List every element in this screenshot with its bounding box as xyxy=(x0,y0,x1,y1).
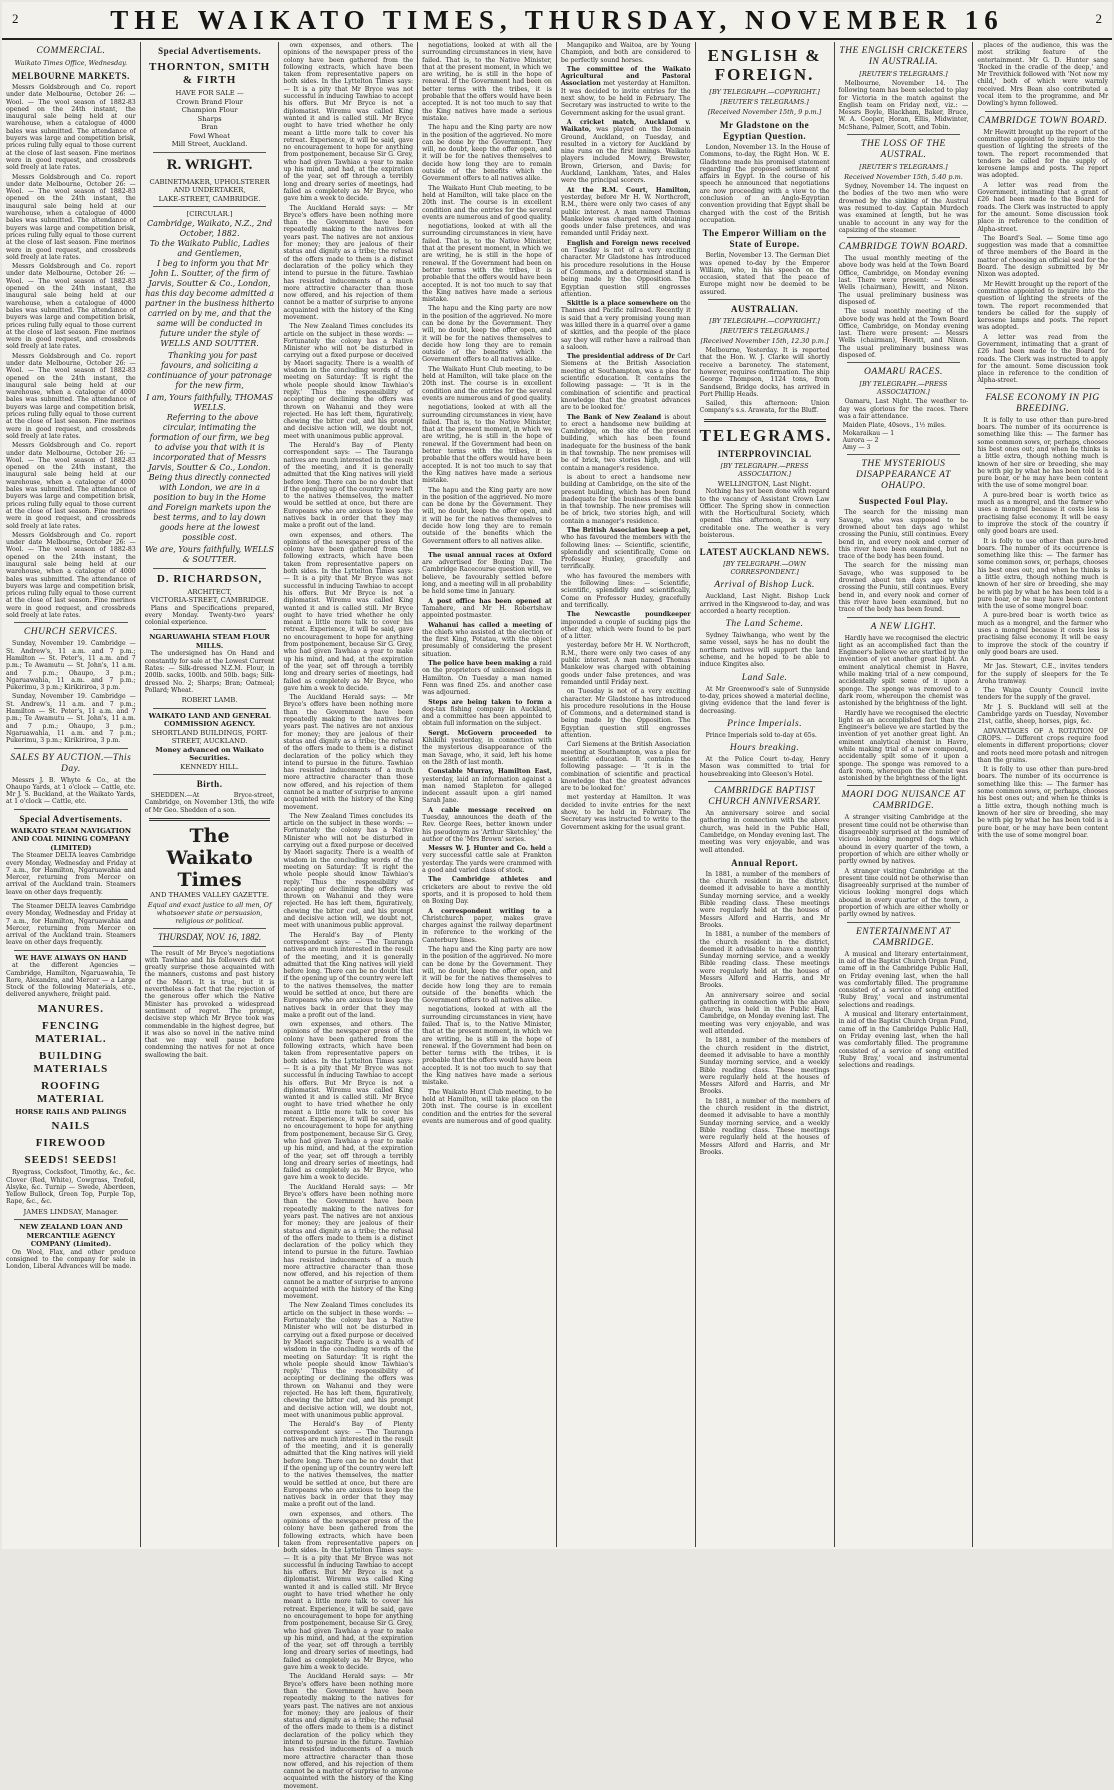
article-text: The hapu and the King party are now in the position of the aggrieved. No more can be done by the Government. They will, no doubt, keep the offer open, and it will be for the natives themselves to decide how long they are to remain outside of the benefits which the Government offers to all natives alike. xyxy=(422,486,552,545)
seal-text: The Board's Seal. — Some time ago suggestion was made that a committee of three members of the Board in the matter of choosing an official seal for the Board. The design submitted by Mr Nixon was adopted. xyxy=(977,234,1109,279)
auckland-heading: LATEST AUCKLAND NEWS. xyxy=(699,547,830,558)
divider xyxy=(14,809,128,810)
firewood-heading: FIREWOOD xyxy=(35,1137,107,1150)
race-result: Aurora — 2 xyxy=(842,436,879,444)
newcastle-text: impounded a couple of sucking pigs the other day, which were found to be part of a litter. xyxy=(560,618,691,641)
oamaru-text: Oamaru, Last Night. The weather to-day was glorious for the races. There was a fair attendance. xyxy=(838,398,969,420)
maori-text: A stranger visiting Cambridge at the present time could not be otherwise than disagreeably surprised at the number of vicious looking mongrel dogs which abound in every quarter of the town, a proportion of which are either wholly or partly owned by natives. xyxy=(838,814,969,866)
nz-loan-text: On Wool, Flax, and other produce consigned to the company for sale in London, Liberal Advances will be made. xyxy=(6,1248,136,1271)
paper-date: THURSDAY, NOV. 16, 1882. xyxy=(157,931,262,942)
bishop-text: Auckland, Last Night. Bishop Luck arrived in the Kingswood to-day, and was accorded a hearty reception. xyxy=(699,593,830,615)
article-text: negotiations, looked at with all the surrounding circumstances in view, have failed. That is, to the Native Minister, that at the present moment, in which we are writing, he is still in the hope of renewal. If the Government had been on better terms with the tribes, it is probable that the offers would have been accepted. It is not too much to say that the King natives have made a serious mistake. xyxy=(422,223,552,304)
board-text-2: The usual monthly meeting of the above body was held at the Town Board Office, Cambridge, on Monday evening last. There were present: — Messrs Wells (chairman), Hewitt, and Nixon. The usual preliminary business was disposed of. xyxy=(838,308,969,360)
auckland-own-line: [BY TELEGRAPH.—OWN CORRESPONDENT.] xyxy=(723,560,806,577)
waikato-land-sub: SHORTLAND BUILDINGS, FORT-STREET, AUCKLAND. xyxy=(151,728,268,746)
interprovincial-heading: INTERPROVINCIAL xyxy=(717,448,812,459)
masthead-title: THE WAIKATO TIMES, THURSDAY, NOVEMBER 16 xyxy=(110,4,1004,35)
races-heading: The usual annual races at Oxford xyxy=(428,551,552,559)
article-text: yesterday, before Mr H. W. Northcroft, R.M., there were only two cases of any public interest. A man named Thomas Mankelow was charged with obtaining goods under false pretences, and was remanded until Friday next. xyxy=(560,642,691,686)
prince-text: Prince Imperials sold to-day at 65s. xyxy=(705,731,817,739)
newcastle-heading: The Newcastle poundkeeper xyxy=(566,611,691,619)
divider xyxy=(153,568,267,569)
oamaru-heading: OAMARU RACES. xyxy=(864,367,943,378)
land-heading: The Land Scheme. xyxy=(725,619,804,630)
divider xyxy=(847,237,961,238)
column-6 xyxy=(696,42,835,1547)
false-economy-text: It is folly to use other than pure-bred boars. The number of its occurrence is something like this: — The farmer has some common sows, or, perhaps, chooses his best ones out; and when he thinks is a little extra, though nothing much is known of her sire or breeding, she may be with pig by what he has been told is a pure boar, or he may have been content with the use of some mongrel boar. xyxy=(977,416,1109,490)
agric-text: met yesterday at Hamilton. It was decided to invite entries for the next show, to be held in February. The Secretary was instructed to write to the Government asking for the usual grant. xyxy=(560,80,691,117)
divider xyxy=(847,454,961,455)
article-text: Carl Siemens at the British Association meeting at Southampton, was a plea for scientific education. It contains the following passage: — 'It is in the combination of scientific and practical knowledge that the greatest advances are to be looked for.' xyxy=(560,741,691,793)
cable-text: Tuesday, announces the death of the Rev. George Rees, better known under his pseudonym as 'Arthur Sketchley,' the author of the 'Mrs Brown' series. xyxy=(422,813,552,843)
notice: ADVANTAGES OF A ROTATION OF CROPS. — Different crops require food elements in different proportions; clover and roots need more potash and nitrogen than the grains. xyxy=(977,727,1109,764)
divider xyxy=(847,362,961,363)
ngaru-text: The undersigned has On Hand and constantly for sale at the Lowest Current Rates: — Silk-dressed N.Z.M. Flour, in 200lb. sacks, 100lb. and 50lb. bags; Silk-dressed No. 2; Sharps; Bran; Oatmeal; Pollard; Wheat. xyxy=(144,650,275,694)
cambridge-text: cricketers are about to revive the old sports, and it is proposed to hold them on Boxing Day. xyxy=(422,883,552,906)
light-text: Hardly have we recognised the electric light as an accomplished fact than the Engineer's believe we are startled by the invention of yet another great light. An eminent analytical chemist in Havre, while making trial of a new compound, accidentally spilt some of it upon a sponge. The sponge was removed to a dark room, whereupon the chemist was astonished by the brightness of the light. xyxy=(838,634,969,708)
divider xyxy=(847,134,961,135)
land-sale-text: At Mr Greenwood's sale of Sunnyside to-day, prices showed a material decline, giving evidence that the land fever is decreasing. xyxy=(699,685,830,715)
races-text: are advertised for Boxing Day. The Cambridge Racecourse question will, we believe, be favourably settled before long, and a meeting will in all probability be held some time in January. xyxy=(422,559,552,596)
divider xyxy=(708,781,822,782)
maori-heading: MAORI DOG NUISANCE AT CAMBRIDGE. xyxy=(841,790,966,812)
kennedy-sign: KENNEDY HILL. xyxy=(180,762,239,771)
roofing-heading: ROOFING MATERIAL xyxy=(37,1079,105,1105)
divider xyxy=(847,617,961,618)
received-line: [Received November 15th, 9 p.m.] xyxy=(707,108,822,116)
column-7 xyxy=(835,42,974,1547)
race-result: Amy — 3 xyxy=(842,444,871,452)
horse-heading: HORSE RAILS AND PALINGS xyxy=(15,1107,127,1116)
annual-text: In 1881, a number of the members of the church resident in the district, deemed it advisable to have a monthly Sunday morning service, and a weekly Bible reading class. These meetings were regularly held at the houses of Messrs Alford and Harris, and Mr Brooks. xyxy=(699,870,830,929)
birth-text: SHEDDEN.—At Bryce-street, Cambridge, on November 13th, the wife of Mr Geo. Shedden of a son. xyxy=(144,792,275,814)
markets-text-5: Messrs Goldsbrough and Co. report under date Melbourne, October 26: — Wool. — The wool season of 1882-83 opened on the 24th instant, the inaugural sale being held at our warehouse, when a catalogue of 4000 bales was submitted. The attendance of buyers was large and competition brisk, prices ruling fully equal to those current at the close of last season. Fine merinos were in good request, and crossbreds sold freely at late rates. xyxy=(6,442,136,530)
markets-text-4: Messrs Goldsbrough and Co. report under date Melbourne, October 26: — Wool. — The wool season of 1882-83 opened on the 24th instant, the inaugural sale being held at our warehouse, when a catalogue of 4000 bales was submitted. The attendance of buyers was large and competition brisk, prices ruling fully equal to those current at the close of last season. Fine merinos were in good request, and crossbreds sold freely at late rates. xyxy=(6,352,136,440)
cricketers-text: Melbourne, November 14. The following team has been selected to play for Victoria in the match against the English team on Friday next, viz.: — Messrs Boyle, Blackham, Baker, Bruce, W. A. Cooper, Horan, Ellis, Midwinter, McShane, Palmer, Scott, and Tobin. xyxy=(838,80,969,131)
leader-text: The result of Mr Bryce's negotiations with Tawhiao and his followers did not greatly surprise those acquainted with the manners, customs and past history of the Maori. It is true, but it is nevertheless a fact that the rejection of the generous offer which the Native Minister has provoked a widespread sentiment of regret. The prompt, decisive step which Mr Bryce took was commendable in the highest degree, but it was also so novel in the native mind that we may well pause before condemning the natives for not at once swallowing the bait. xyxy=(144,949,275,1059)
copyright-line: [BY TELEGRAPH.—COPYRIGHT.] xyxy=(709,88,820,96)
divider xyxy=(14,950,128,951)
cable-heading: A cable message received on xyxy=(428,806,552,814)
hunter-text: a very successful cattle sale at Frankton yesterday. The yards were crammed with a good and varied class of stock. xyxy=(422,845,552,875)
steps-heading: Steps are being taken to form a xyxy=(428,698,552,706)
cambridge-heading: The Cambridge athletes and xyxy=(428,876,552,884)
page-number-right: 2 xyxy=(1095,11,1102,26)
divider xyxy=(14,622,128,623)
false-economy-text-2: A pure-bred boar is worth twice as much as a mongrel, and the farmer who uses a mongrel because it costs less is practising false economy. It will be easy to improve the stock of the country if only good boars are used. xyxy=(977,491,1109,536)
divider xyxy=(153,946,267,947)
bank-text: is about to erect a handsome new building at Cambridge, on the site of the present building, which has been found inadequate for the business of the bank in that township. The new premises will be of brick, two stories high, and will contain a manager's residence. xyxy=(560,413,691,472)
board2-heading: CAMBRIDGE TOWN BOARD. xyxy=(978,115,1108,126)
steam-text: The Steamer DELTA leaves Cambridge every Monday, Wednesday and Friday at 7 a.m., for Hamilton, Ngaruawahia and Mercer, returning from Mercer on arrival of the Auckland train. Steamers leave on other days frequently. xyxy=(6,852,136,896)
austral-text: Sydney, November 14. The inquest on the bodies of the two men who were drowned by the sinking of the Austral was resumed to-day. Captain Murdoch was examined at length, but he was unable to account in any way for the capsizing of the steamer. xyxy=(838,183,969,234)
divider xyxy=(847,922,961,923)
column-8 xyxy=(973,42,1112,1547)
article-text: Mangapiko and Waitoa, are by Young Champion, and both are considered to be perfectly sound horses. xyxy=(560,42,691,64)
column-4 xyxy=(418,42,557,1547)
wahanui-heading: Wahanui has called a meeting of xyxy=(428,621,552,629)
wahanui-text: the chiefs who assisted at the election of the first King, Potatau, with the object presumably of considering the present situation. xyxy=(422,628,552,658)
circular-place: Cambridge, Waikato, N.Z., 2nd October, 1882. xyxy=(147,218,273,238)
board2-text-4: A letter was read from the Government, intimating that a grant of £26 had been made to the Board for roads. The Clerk was instructed to apply for the amount. Some discussion took place in reference to the condition of Alpha-street. xyxy=(977,333,1109,385)
paper-motto: Equal and exact justice to all men, Of whatsoever state or persuasion, religious or political. xyxy=(147,900,272,925)
office-line: Waikato Times Office, Wednesday. xyxy=(14,59,128,67)
article-text: The Auckland Herald says: — Mr Bryce's offers have been nothing more than the Government have been repeatedly making to the natives for years past. The natives are not anxious for money; they are jealous of their status and dignity as a tribe; the refusal of the offers made to them is a distinct declaration of the policy which they intend to pursue in the future. Tawhiao has resisted inducements of a much more attractive character than those now offered, and his rejection of them cannot be a matter of surprise to anyone acquainted with the history of the King movement. xyxy=(283,694,414,811)
steps-text: dog-tax fishing company in Auckland, and a committee has been appointed to obtain full information on the subject. xyxy=(422,705,552,728)
correspondent-heading: A correspondent writing to a xyxy=(428,907,552,915)
page-number-left: 2 xyxy=(12,11,19,26)
thornton-item: Fowl Wheat xyxy=(189,131,230,140)
markets-text-6: Messrs Goldsbrough and Co. report under date Melbourne, October 26: — Wool. — The wool season of 1882-83 opened on the 24th instant, the inaugural sale being held at our warehouse, when a catalogue of 4000 bales was submitted. The attendance of buyers was large and competition brisk, prices ruling fully equal to those current at the close of last season. Fine merinos were in good request, and crossbreds sold freely at late rates. xyxy=(6,531,136,620)
tablet-text-2: who has favoured the members with the following lines: — Scientific, scientific, splendidly and scientifically, Come on Professor Huxley, gracefully and terrifically. xyxy=(560,572,691,609)
board-heading: CAMBRIDGE TOWN BOARD. xyxy=(838,242,969,253)
constable-text: yesterday, laid an information against a man named Stapleton for alleged indecent assault upon a girl named Sarah Jane. xyxy=(422,775,552,805)
cricket-text: was played on the Domain Ground, Auckland, on Tuesday, and resulted in a victory for Auckland by nine runs on the first innings. Waikato players included Mowry, Brewster, Brown, Grierson, and Davis; for Auckland, Lankham, Yates, and Hales were the principal scorers. xyxy=(560,126,691,185)
fencing-heading: FENCING MATERIAL. xyxy=(35,1019,107,1045)
bank-heading: The Bank of New Zealand xyxy=(566,413,662,421)
church-heading: CHURCH SERVICES. xyxy=(23,627,118,638)
sergt-text: Kihikihi yesterday, in connection with the mysterious disappearance of the man Savage, who, it said, left his home on the 28th of last month. xyxy=(422,737,552,766)
mysterious-text-2: The search for the missing man Savage, who was supposed to be drowned about ten days ago whilst crossing the Puniu, still continues. Every bend in, and every nook and corner of this river have been examined, but no trace of the body has been found. xyxy=(838,562,969,614)
tablet-text: who has favoured the members with the following lines: — Scientific, scientific, splendidly and scientifically, Come on Professor Huxley, gracefully and terrifically. xyxy=(560,534,691,571)
lamb-sign: ROBERT LAMB. xyxy=(181,696,238,705)
emperor-text: Berlin, November 13. The German Diet was opened to-day by the Emperor William, who, in his speech on the occasion, stated that the peace of Europe might now be deemed to be assured. xyxy=(699,252,830,296)
article-text: The Herald's Bay of Plenty correspondent says: — The Tauranga natives are much interested in the result of the meeting, and it is generally admitted that the King natives will yield before long. There can be no doubt that if the opening up of the country were left to the natives themselves, the matter would be settled at once, but there are Europeans who are anxious to keep the natives back in order that they may make a profit out of the land. xyxy=(283,1421,414,1509)
austral-received: Received November 15th, 5.40 p.m. xyxy=(844,173,963,182)
special-heading: Special Advertisements. xyxy=(158,46,262,56)
article-text: The New Zealand Times concludes its article on the subject in these words: — Fortunately the colony has a Native Minister who will not be disturbed in carrying out a fixed purpose or deceived by Maori sagacity. There is a wealth of wisdom in the concluding words of the meeting on Saturday: 'It is right the whole people should know Tawhiao's reply.' Thus the responsibility of accepting or declining the offers was thrown on Wahanui and they were rejected. He has left them, figuratively, chewing the bitter cud, and his prompt and decisive action will, we doubt not, meet with unanimous public approval. xyxy=(283,323,414,440)
cricketers-reuters: [REUTER'S TELEGRAMS.] xyxy=(859,70,948,78)
sales-text: Messrs J. B. Whyte & Co., at the Ohaupo Yards, at 1 o'clock — Cattle, etc. Mr J. S. Buckland, at the Waikato Yards, at 1 o'clock — Cattle, etc. xyxy=(6,776,136,806)
notice: The Waipa County Council invite tenders for the supply of the gravel. xyxy=(977,687,1109,702)
notice: Mr Jas. Stewart, C.E., invites tenders for the supply of sleepers for the Te Aroha tramway. xyxy=(977,663,1109,685)
circular2-sign: We are, Yours faithfully, WELLS & SOUTTER. xyxy=(145,544,275,564)
wellington-line: WELLINGTON, Last Night. xyxy=(717,479,812,488)
aus-received: [Received November 15th, 12.30 p.m.] xyxy=(700,337,829,346)
bishop-heading: Arrival of Bishop Luck. xyxy=(714,580,815,591)
column-2 xyxy=(141,42,280,1547)
newspaper-page xyxy=(2,2,1112,1790)
thornton-address: Mill Street, Auckland. xyxy=(171,140,248,148)
mysterious-heading: THE MYSTERIOUS DISAPPEARANCE AT OHAUPO. xyxy=(856,459,951,492)
agric-heading: The committee of the Waikato Agricultural and Pastoral Association xyxy=(560,65,691,88)
race-result: Mokaraikau — 1 xyxy=(842,429,895,437)
birth-heading: Birth. xyxy=(196,779,223,790)
circular-thanks: Thanking you for past favours, and soliciting a continuance of your patronage for the new firm, xyxy=(147,350,273,390)
correspondent-text: Christchurch paper, makes grave charges against the railway department in reference to the working of the Canterbury lines. xyxy=(422,914,552,944)
thornton-heading: THORNTON, SMITH & FIRTH xyxy=(149,61,271,86)
article-text: The Herald's Bay of Plenty correspondent says: — The Tauranga natives are much interested in the result of the meeting, and it is generally admitted that the King natives will yield before long. There can be no doubt that if the opening up of the country were left to the natives themselves, the matter would be settled at once, but there are Europeans who are anxious to keep the natives back in order that they may make a profit out of the land. xyxy=(283,442,414,530)
land-sale-heading: Land Sale. xyxy=(741,672,788,683)
divider xyxy=(153,629,267,630)
oamaru-press: [BY TELEGRAPH.—PRESS ASSOCIATION.] xyxy=(859,380,948,397)
seeds-text: Ryegrass, Cocksfoot, Timothy, &c., &c. Clover (Red, White), Cowgrass, Trefoil, Alsyke, &c. Turnip — Swede, Aberdeen, Yellow Bullock, Green Top, Purple Top, Rape, &c., &c. xyxy=(6,1169,136,1206)
markets-text: Messrs Goldsbrough and Co. report under date Melbourne, October 26: — Wool. — The wool season of 1882-83 opened on the 24th instant, the inaugural sale being held at our warehouse, when a catalogue of 4000 bales was submitted. The attendance of buyers was large and competition brisk, prices ruling fully equal to those current at the close of last season. Fine merinos were in good request, and crossbreds sold freely at late rates. xyxy=(6,84,136,172)
sailed-text: Sailed, this afternoon: Union Company's s.s. Arawata, for the Bluff. xyxy=(699,400,830,415)
article-text: The Herald's Bay of Plenty correspondent says: — The Tauranga natives are much interested in the result of the meeting, and it is generally admitted that the King natives will yield before long. There can be no doubt that if the opening up of the country were left to the natives themselves, the matter would be settled at once, but there are Europeans who are anxious to keep the natives back in order that they may make a profit out of the land. xyxy=(283,931,414,1019)
seeds-heading: SEEDS! SEEDS! xyxy=(24,1154,118,1167)
board-text: The usual monthly meeting of the above body was held at the Town Board Office, Cambridge, on Monday evening last. There were present: — Messrs Wells (chairman), Hewitt, and Nixon. The usual preliminary business was disposed of. xyxy=(838,255,969,306)
column-5 xyxy=(557,42,696,1547)
article-text: The New Zealand Times concludes its article on the subject in these words: — Fortunately the colony has a Native Minister who will not be disturbed in carrying out a fixed purpose or deceived by Maori sagacity. There is a wealth of wisdom in the concluding words of the meeting on Saturday: 'It is right the whole people should know Tawhiao's reply.' Thus the responsibility of accepting or declining the offers was thrown on Wahanui and they were rejected. He has left them, figuratively, chewing the bitter cud, and his prompt and decisive action will, we doubt not, meet with unanimous public approval. xyxy=(283,1302,414,1419)
thornton-item: Crown Brand Flour xyxy=(176,97,243,106)
divider xyxy=(153,152,267,153)
nails-heading: NAILS xyxy=(51,1120,91,1133)
article-text: The Waikato Hunt Club meeting, to be held at Hamilton, will take place on the 20th inst. The course is in excellent condition and the entries for the several events are numerous and of good quality. xyxy=(422,365,552,402)
annual-text-5: In 1881, a number of the members of the church resident in the district, deemed it advisable to have a monthly Sunday morning service, and a weekly Bible reading class. These meetings were regularly held at the houses of Messrs Alford and Harris, and Mr Brooks. xyxy=(699,1097,830,1156)
article-text: own expenses, and others. The opinions of the newspaper press of the colony have been gathered from the following extracts, which have been taken from representative papers on both sides. In the Lyttelton Times says: — It is a pity that Mr Bryce was not successful in inducing Tawhiao to accept his offers. But Mr Bryce is not a diplomatist. Wiremu was called King wanted it and is called still. Mr Bryce ought to have tried whether he only meant a little more talk to cover his retreat. Experience, it will be said, gave no encouragement to hope for anything from postponement, because Sir G. Grey, who had given Tawhiao a year to make up his mind, and had, at the expiration of the year, set off through a terribly long and dreary series of meetings, had failed as completely as Mr Bryce, who gave him a week to decide. xyxy=(283,531,414,692)
church-text: Sunday, November 19. Cambridge — St. Andrew's, 11 a.m. and 7 p.m.; Hamilton — St. Peter's, 11 a.m. and 7 p.m.; Te Awamutu — St. John's, 11 a.m. and 7 p.m.; Ohaupo, 3 p.m.; Ngaruawahia, 11 a.m. and 7 p.m.; Pukerimu, 3 p.m.; Kirikiriroa, 3 p.m. xyxy=(6,640,136,692)
telegrams-title: TELEGRAMS. xyxy=(699,425,833,445)
divider xyxy=(708,542,822,543)
manures-heading: MANURES. xyxy=(37,1002,105,1015)
austral-heading: THE LOSS OF THE AUSTRAL. xyxy=(861,139,946,161)
article-text: negotiations, looked at with all the surrounding circumstances in view, have failed. That is, to the Native Minister, that at the present moment, in which we are writing, he is still in the hope of renewal. If the Government had been on better terms with the tribes, it is probable that the offers would have been accepted. It is not too much to say that the King natives have made a serious mistake. xyxy=(422,404,552,485)
sales-heading: SALES BY AUCTION.—This Day. xyxy=(10,752,132,774)
entertainment-text-2: A musical and literary entertainment, in aid of the Baptist Church Organ Fund, came off in the Cambridge Public Hall, on Friday evening last, when the hall was comfortably filled. The programme consisted of a service of song entitled 'Ruby Bray,' vocal and instrumental selections and readings. xyxy=(838,1011,969,1070)
article-text: met yesterday at Hamilton. It was decided to invite entries for the next show, to be held in February. The Secretary was instructed to write to the Government asking for the usual grant. xyxy=(560,794,691,831)
paper-title: The Waikato Times xyxy=(166,825,253,892)
aus-text: Melbourne, Yesterday. It is reported that the Hon. W. J. Clarke will shortly receive a baronetcy. The statement, however, requires confirmation. The ship George Thompson, 1124 tons, from Sandsend, Bridge docks, has arrived in Port Phillip Heads. xyxy=(699,347,830,398)
building-heading: BUILDING MATERIALS xyxy=(33,1049,109,1075)
circular-sign: I am, Yours faithfully, THOMAS WELLS. xyxy=(146,392,274,412)
presidential-text: Carl Siemens at the British Association meeting at Southampton, was a plea for scientific education. It contains the following passage: — 'It is in the combination of scientific and practical knowledge that the greatest advances are to be looked for.' xyxy=(560,353,691,412)
richardson-address: VICTORIA-STREET, CAMBRIDGE. xyxy=(150,596,269,604)
english-text: on Tuesday is not of a very exciting character. Mr Gladstone has introduced his procedure resolutions in the House of Commons, and a determined stand is being made by the Opposition. The Egyptian question still engrosses attention. xyxy=(560,247,691,298)
markets-text-2: Messrs Goldsbrough and Co. report under date Melbourne, October 26: — Wool. — The wool season of 1882-83 opened on the 24th instant, the inaugural sale being held at our warehouse, when a catalogue of 4000 bales was submitted. The attendance of buyers was large and competition brisk, prices ruling fully equal to those current at the close of last season. Fine merinos were in good request, and crossbreds sold freely at late rates. xyxy=(6,173,136,261)
divider xyxy=(985,659,1100,660)
court-text: yesterday, before Mr H. W. Northcroft, R.M., there were only two cases of any public interest. A man named Thomas Mankelow was charged with obtaining goods under false pretences, and was remanded until Friday next. xyxy=(560,193,691,238)
land-text: Sydney Taiwhanga, who went by the same vessel, says he has no doubt the northern natives will support the land scheme, and he hoped to be able to induce Kingites also. xyxy=(699,632,830,669)
australian-heading: AUSTRALIAN. xyxy=(730,304,799,315)
hawe-text: at the different Agencies — Cambridge, Hamilton, Ngaruawahia, Te Rore, Alexandra, and Mercer — a Large Stock of the following Materials, etc., delivered anywhere, freight paid. xyxy=(6,962,136,999)
divider xyxy=(153,206,267,207)
richardson-sub: ARCHITECT, xyxy=(187,587,232,596)
annual-text-2: In 1881, a number of the members of the church resident in the district, deemed it advisable to have a monthly Sunday morning service, and a weekly Bible reading class. These meetings were regularly held at the houses of Messrs Alford and Harris, and Mr Brooks. xyxy=(699,931,830,990)
article-text: on Tuesday is not of a very exciting character. Mr Gladstone has introduced his procedure resolutions in the House of Commons, and a determined stand is being made by the Opposition. The Egyptian question still engrosses attention. xyxy=(560,688,691,740)
annual-text-4: In 1881, a number of the members of the church resident in the district, deemed it advisable to have a monthly Sunday morning service, and a weekly Bible reading class. These meetings were regularly held at the houses of Messrs Alford and Harris, and Mr Brooks. xyxy=(699,1037,830,1096)
court-heading: At the R.M. Court, Hamilton, xyxy=(566,186,691,194)
markets-heading: MELBOURNE MARKETS. xyxy=(11,71,130,81)
entertainment-heading: ENTERTAINMENT AT CAMBRIDGE. xyxy=(855,926,951,948)
paper-subtitle: AND THAMES VALLEY GAZETTE. xyxy=(150,891,270,900)
divider xyxy=(153,708,267,709)
article-text: The New Zealand Times concludes its article on the subject in these words: — Fortunately the colony has a Native Minister who will not be disturbed in carrying out a fixed purpose or deceived by Maori sagacity. There is a wealth of wisdom in the concluding words of the meeting on Saturday: 'It is right the whole people should know Tawhiao's reply.' Thus the responsibility of accepting or declining the offers was thrown on Wahanui and they were rejected. He has left them, figuratively, chewing the bitter cud, and his prompt and decisive action will, we doubt not, meet with unanimous public approval. xyxy=(283,812,414,930)
reuters-line: [REUTER'S TELEGRAMS.] xyxy=(720,98,809,106)
board2-text-2: A letter was read from the Government, intimating that a grant of £26 had been made to the Board for roads. The Clerk was instructed to apply for the amount. Some discussion took place in reference to the condition of Alpha-street. xyxy=(977,181,1109,233)
divider xyxy=(14,1219,128,1220)
board2-text-3: Mr Hewitt brought up the report of the committee appointed to inquire into the question of lighting the streets of the town. The report recommended that tenders be called for the supply of kerosene lamps and posts. The report was adopted. xyxy=(977,280,1109,332)
divider xyxy=(14,748,128,749)
hawe-heading: WE HAVE ALWAYS ON HAND xyxy=(15,953,127,962)
article-text: The hapu and the King party are now in the position of the aggrieved. No more can be done by the Government. They will, no doubt, keep the offer open, and it will be for the natives themselves to decide how long they are to remain outside of the benefits which the Government offers to all natives alike. xyxy=(422,124,552,183)
divider xyxy=(153,774,267,775)
article-text: own expenses, and others. The opinions of the newspaper press of the colony have been gathered from the following extracts, which have been taken from representative papers on both sides. In the Lyttelton Times says: — It is a pity that Mr Bryce was not successful in inducing Tawhiao to accept his offers. But Mr Bryce is not a diplomatist. Wiremu was called King wanted it and is called still. Mr Bryce ought to have tried whether he only meant a little more talk to cover his retreat. Experience, it will be said, gave no encouragement to hope for anything from postponement, because Sir G. Grey, who had given Tawhiao a year to make up his mind, and had, at the expiration of the year, set off through a terribly long and dreary series of meetings, had failed as completely as Mr Bryce, who gave him a week to decide. xyxy=(283,1510,414,1672)
emperor-heading: The Emperor William on the State of Europe. xyxy=(702,228,827,250)
english-foreign-title: ENGLISH & FOREIGN. xyxy=(707,46,822,84)
circular-text: I beg to inform you that Mr John L. Soutter, of the firm of Jarvis, Soutter & Co., London, has this day become admitted a partner in the business hitherto carried on by me, and that the same will be conducted in future under the style of WELLS AND SOUTTER. xyxy=(144,258,275,348)
circular-address: To the Waikato Public, Ladies and Gentlemen, xyxy=(149,238,270,258)
false-economy-heading: FALSE ECONOMY IN PIG BREEDING. xyxy=(985,392,1100,414)
divider xyxy=(704,419,826,422)
english-heading: English and Foreign news received xyxy=(566,239,691,247)
thornton-item: Bran xyxy=(201,123,218,131)
post-heading: A post office has been opened at xyxy=(428,597,552,605)
police-heading: The police have been making a xyxy=(428,660,538,668)
post-text: Tamahere, and Mr H. Robertshaw appointed postmaster. xyxy=(422,604,552,620)
aus-copyright: [BY TELEGRAPH.—COPYRIGHT.] xyxy=(709,317,820,326)
aus-reuters: [REUTER'S TELEGRAMS.] xyxy=(720,327,809,336)
article-text: The Waikato Hunt Club meeting, to be held at Hamilton, will take place on the 20th inst. The course is in excellent condition and the entries for the several events are numerous and of good quality. xyxy=(422,184,552,221)
cricketers-heading: THE ENGLISH CRICKETERS IN AUSTRALIA. xyxy=(839,46,968,67)
lindsay-sign: JAMES LINDSAY, Manager. xyxy=(23,1207,119,1216)
tablet-heading: The British Association keep a pet, xyxy=(566,527,691,534)
special-heading: Special Advertisements. xyxy=(19,813,123,824)
divider xyxy=(708,299,822,300)
wellington-text: Nothing has yet been done with regard to the vacancy of Assistant Crown Law Officer. The Spring show in connection with the Horticultural Society, which opened this afternoon, is a very creditable one. The weather is very boisterous. xyxy=(699,488,830,539)
article-text: places of the audience, this was the most striking feature of the entertainment. Mr G. D. Hunter sang 'Rocked in the cradle of the deep,' and Mr Trevithick followed with 'Not now my child,' both of which were warmly received. Mrs Bean also contributed a vocal item to the programme, and Mr Dowling's hymn followed. xyxy=(977,42,1109,108)
hunter-heading: Messrs W. J. Hunter and Co. held xyxy=(428,845,546,853)
church-text-2: Sunday, November 19. Cambridge — St. Andrew's, 11 a.m. and 7 p.m.; Hamilton — St. Peter's, 11 a.m. and 7 p.m.; Te Awamutu — St. John's, 11 a.m. and 7 p.m.; Ohaupo, 3 p.m.; Ngaruawahia, 11 a.m. and 7 p.m.; Pukerimu, 3 p.m.; Kirikiriroa, 3 p.m. xyxy=(6,693,136,745)
notice: Mr J. S. Buckland will sell at the Cambridge yards on Tuesday, November 21st, cattle, sheep, horses, pigs, &c. xyxy=(977,703,1109,726)
annual-heading: Annual Report. xyxy=(731,857,799,868)
steam-heading: WAIKATO STEAM NAVIGATION AND COAL MINING COMPANY (LIMITED) xyxy=(10,826,132,852)
sergt-heading: Sergt. McGovern proceeded to xyxy=(428,729,552,737)
article-text: The hapu and the King party are now in the position of the aggrieved. No more can be done by the Government. They will, no doubt, keep the offer open, and it will be for the natives themselves to decide how long they are to remain outside of the benefits which the Government offers to all natives alike. xyxy=(422,946,552,1005)
ngaru-heading: NGARUAWAHIA STEAM FLOUR MILLS. xyxy=(149,633,270,650)
hours-heading: Hours breaking. xyxy=(729,743,800,754)
prince-heading: Prince Imperials. xyxy=(727,718,803,729)
columns xyxy=(2,42,1112,1790)
notice: It is folly to use other than pure-bred boars. The number of its occurrence is something like this: — The farmer has some common sows, or, perhaps, chooses his best ones out; and when he thinks is a little extra, though nothing much is known of her sire or breeding, she may be with pig by what he has been told is a pure boar, or he may have been content with the use of some mongrel boar. xyxy=(977,766,1109,839)
light-text-2: Hardly have we recognised the electric light as an accomplished fact than the Engineer's believe we are startled by the invention of yet another great light. An eminent analytical chemist in Havre, while making trial of a new compound, accidentally spilt some of it upon a sponge. The sponge was removed to a dark room, whereupon the chemist was astonished by the brightness of the light. xyxy=(838,709,969,783)
divider xyxy=(847,785,961,786)
divider xyxy=(153,928,267,929)
false-economy-text-4: A pure-bred boar is worth twice as much as a mongrel, and the farmer who uses a mongrel because it costs less is practising false economy. It will be easy to improve the stock of the country if only good boars are used. xyxy=(977,612,1109,656)
bank-text-2: is about to erect a handsome new building at Cambridge, on the site of the present building, which has been found inadequate for the business of the bank in that township. The new premises will be of brick, two stories high, and will contain a manager's residence. xyxy=(560,473,691,525)
annual-text-3: An anniversary soiree and social gathering in connection with the above church, was held in the Public Hall, Cambridge, on Monday evening last. The meeting was very enjoyable, and was well attended. xyxy=(699,991,830,1036)
presidential-heading: The presidential address of Dr xyxy=(566,353,675,361)
article-text: The Auckland Herald says: — Mr Bryce's offers have been nothing more than the Government have been repeatedly making to the natives for years past. The natives are not anxious for money; they are jealous of their status and dignity as a tribe; the refusal of the offers made to them is a distinct declaration of the policy which they intend to pursue in the future. Tawhiao has resisted inducements of a much more attractive character than those now offered, and his rejection of them cannot be a matter of surprise to anyone acquainted with the history of the King movement. xyxy=(283,204,414,321)
richardson-heading: D. RICHARDSON, xyxy=(156,572,263,585)
hours-text: At the Police Court to-day, Henry Mason was committed to trial for housebreaking into Gleeson's Hotel. xyxy=(699,756,830,778)
article-text: The Auckland Herald says: — Mr Bryce's offers have been nothing more than the Government have been repeatedly making to the natives for years past. The natives are not anxious for money; they are jealous of their status and dignity as a tribe; the refusal of the offers made to them is a distinct declaration of the policy which they intend to pursue in the future. Tawhiao has resisted inducements of a much more attractive character than those now offered, and his rejection of them cannot be a matter of surprise to anyone acquainted with the history of the King movement. xyxy=(283,1183,414,1301)
baptist-text: An anniversary soiree and social gathering in connection with the above church, was held in the Public Hall, Cambridge, on Monday evening last. The meeting was very enjoyable, and was well attended. xyxy=(699,810,830,854)
divider xyxy=(149,818,271,821)
column-1 xyxy=(2,42,141,1547)
maori-text-2: A stranger visiting Cambridge at the present time could not be otherwise than disagreeably surprised at the number of vicious looking mongrel dogs which abound in every quarter of the town, a proportion of which are either wholly or partly owned by natives. xyxy=(838,867,969,919)
article-text: The Waikato Hunt Club meeting, to be held at Hamilton, will take place on the 20th inst. The course is in excellent condition and the entries for the several events are numerous and of good quality. xyxy=(422,1088,552,1125)
circular-label: [CIRCULAR.] xyxy=(186,210,233,218)
thornton-sub: HAVE FOR SALE — xyxy=(175,89,244,97)
thornton-item: Sharps xyxy=(197,114,222,123)
nz-loan-heading: NEW ZEALAND LOAN AND MERCANTILE AGENCY COMPANY (Limited). xyxy=(19,1223,123,1249)
light-heading: A NEW LIGHT. xyxy=(870,621,937,632)
wright-heading: R. WRIGHT. xyxy=(166,156,253,173)
police-text: raid on the proprietors of unlicensed dogs in Hamilton. On Tuesday a man named Fenn was fined 25s. and another case was adjourned. xyxy=(422,660,552,697)
cricket-heading: A cricket match, Auckland v. Waikato, xyxy=(560,118,691,134)
entertainment-text: A musical and literary entertainment, in aid of the Baptist Church Organ Fund, came off in the Cambridge Public Hall, on Friday evening last, when the hall was comfortably filled. The programme consisted of a service of song entitled 'Ruby Bray,' vocal and instrumental selections and readings. xyxy=(838,950,969,1009)
baptist-heading: CAMBRIDGE BAPTIST CHURCH ANNIVERSARY. xyxy=(708,786,821,808)
false-economy-text-3: It is folly to use other than pure-bred boars. The number of its occurrence is something like this: — The farmer has some common sows, or, perhaps, chooses his best ones out; and when he thinks is a little extra, though nothing much is known of her sire or breeding, she may be with pig by what he has been told is a pure boar, or he may have been content with the use of some mongrel boar. xyxy=(977,537,1109,611)
divider xyxy=(985,388,1100,389)
skittle-text: the Thames and Pacific railroad. Recently it is said that a very promising young man was killed there in a quarrel over a game of skittles, and the people of the place say they will rather have a railroad than a saloon. xyxy=(560,300,691,351)
austral-reuters: [REUTER'S TELEGRAMS.] xyxy=(859,163,948,172)
mysterious-sub: Suspected Foul Play. xyxy=(858,496,949,507)
skittle-heading: Skittle is a place somewhere on xyxy=(566,300,679,308)
article-text: own expenses, and others. The opinions of the newspaper press of the colony have been gathered from the following extracts, which have been taken from representative papers on both sides. In the Lyttelton Times says: — It is a pity that Mr Bryce was not successful in inducing Tawhiao to accept his offers. But Mr Bryce is not a diplomatist. Wiremu was called King wanted it and is called still. Mr Bryce ought to have tried whether he only meant a little more talk to cover his retreat. Experience, it will be said, gave no encouragement to hope for anything from postponement, because Sir G. Grey, who had given Tawhiao a year to make up his mind, and had, at the expiration of the year, set off through a terribly long and dreary series of meetings, had failed as completely as Mr Bryce, who gave him a week to decide. xyxy=(283,42,414,203)
waikato-land-heading: WAIKATO LAND AND GENERAL COMMISSION AGENCY. xyxy=(148,711,271,729)
article-text: The hapu and the King party are now in the position of the aggrieved. No more can be done by the Government. They will, no doubt, keep the offer open, and it will be for the natives themselves to decide how long they are to remain outside of the benefits which the Government offers to all natives alike. xyxy=(422,305,552,364)
column-3 xyxy=(279,42,418,1790)
masthead xyxy=(2,2,1112,40)
wright-address: LAKE-STREET, CAMBRIDGE. xyxy=(158,194,261,203)
money-heading: Money advanced on Waikato Securities. xyxy=(155,745,264,763)
thornton-item: Champion Flour xyxy=(181,106,238,114)
markets-text-3: Messrs Goldsbrough and Co. report under date Melbourne, October 26: — Wool. — The wool season of 1882-83 opened on the 24th instant, the inaugural sale being held at our warehouse, when a catalogue of 4000 bales was submitted. The attendance of buyers was large and competition brisk, prices ruling fully equal to those current at the close of last season. Fine merinos were in good request, and crossbreds sold freely at late rates. xyxy=(6,263,136,351)
circular2-text: Referring to the above circular, intimating the formation of our firm, we beg to advise you that with it is incorporated that of Messrs Jarvis, Soutter & Co., London. Being thus directly connected with London, we are in a position to buy in the Home and Foreign markets upon the best terms, and to lay down goods here at the lowest possible cost. xyxy=(148,412,272,542)
race-result: Maiden Plate, 40sovs., 1½ miles. xyxy=(842,422,946,430)
board2-text: Mr Hewitt brought up the report of the committee appointed to inquire into the question of lighting the streets of the town. The report recommended that tenders be called for the supply of kerosene lamps and posts. The report was adopted. xyxy=(977,128,1109,180)
article-text: own expenses, and others. The opinions of the newspaper press of the colony have been gathered from the following extracts, which have been taken from representative papers on both sides. In the Lyttelton Times says: — It is a pity that Mr Bryce was not successful in inducing Tawhiao to accept his offers. But Mr Bryce is not a diplomatist. Wiremu was called King wanted it and is called still. Mr Bryce ought to have tried whether he only meant a little more talk to cover his retreat. Experience, it will be said, gave no encouragement to hope for anything from postponement, because Sir G. Grey, who had given Tawhiao a year to make up his mind, and had, at the expiration of the year, set off through a terribly long and dreary series of meetings, had failed as completely as Mr Bryce, who gave him a week to decide. xyxy=(283,1021,414,1182)
press-assoc-line: [BY TELEGRAPH.—PRESS ASSOCIATION.] xyxy=(720,461,809,478)
gladstone-text: London, November 13. In the House of Commons, to-day, the Right Hon. W. E. Gladstone made his promised statement regarding the proposed settlement of affairs in Egypt. In the course of his speech he announced that negotiations are now proceeding with a view to the conclusion of an Anglo-Egyptian convention providing that Egypt shall be charged with the cost of the British occupation. xyxy=(699,144,830,224)
constable-heading: Constable Murray, Hamilton East, xyxy=(428,768,552,776)
commercial-heading: COMMERCIAL. xyxy=(36,46,106,56)
article-text: The Auckland Herald says: — Mr Bryce's offers have been nothing more than the Government have been repeatedly making to the natives for years past. The natives are not anxious for money; they are jealous of their status and dignity as a tribe; the refusal of the offers made to them is a distinct declaration of the policy which they intend to pursue in the future. Tawhiao has resisted inducements of a much more attractive character than those now offered, and his rejection of them cannot be a matter of surprise to anyone acquainted with the history of the King movement. xyxy=(283,1673,414,1790)
article-text: negotiations, looked at with all the surrounding circumstances in view, have failed. That is, to the Native Minister, that at the present moment, in which we are writing, he is still in the hope of renewal. If the Government had been on better terms with the tribes, it is probable that the offers would have been accepted. It is not too much to say that the King natives have made a serious mistake. xyxy=(422,1006,552,1087)
divider xyxy=(985,111,1100,112)
richardson-text: Plans and Specifications prepared, every Monday. Twenty-two years' colonial experience. xyxy=(144,604,275,627)
wright-sub: CABINETMAKER, UPHOLSTERER AND UNDERTAKER, xyxy=(149,177,270,194)
article-text: negotiations, looked at with all the surrounding circumstances in view, have failed. That is, to the Native Minister, that at the present moment, in which we are writing, he is still in the hope of renewal. If the Government had been on better terms with the tribes, it is probable that the offers would have been accepted. It is not too much to say that the King natives have made a serious mistake. xyxy=(422,42,552,122)
mysterious-text: The search for the missing man Savage, who was supposed to be drowned about ten days ago whilst crossing the Puniu, still continues. Every bend in, and every nook and corner of this river have been examined, but no trace of the body has been found. xyxy=(838,509,969,561)
gladstone-heading: Mr Gladstone on the Egyptian Question. xyxy=(720,120,810,141)
divider xyxy=(430,548,544,549)
divider xyxy=(14,899,128,900)
steam-text-2: The Steamer DELTA leaves Cambridge every Monday, Wednesday and Friday at 7 a.m., for Hamilton, Ngaruawahia and Mercer, returning from Mercer on arrival of the Auckland train. Steamers leave on other days frequently. xyxy=(6,903,136,947)
